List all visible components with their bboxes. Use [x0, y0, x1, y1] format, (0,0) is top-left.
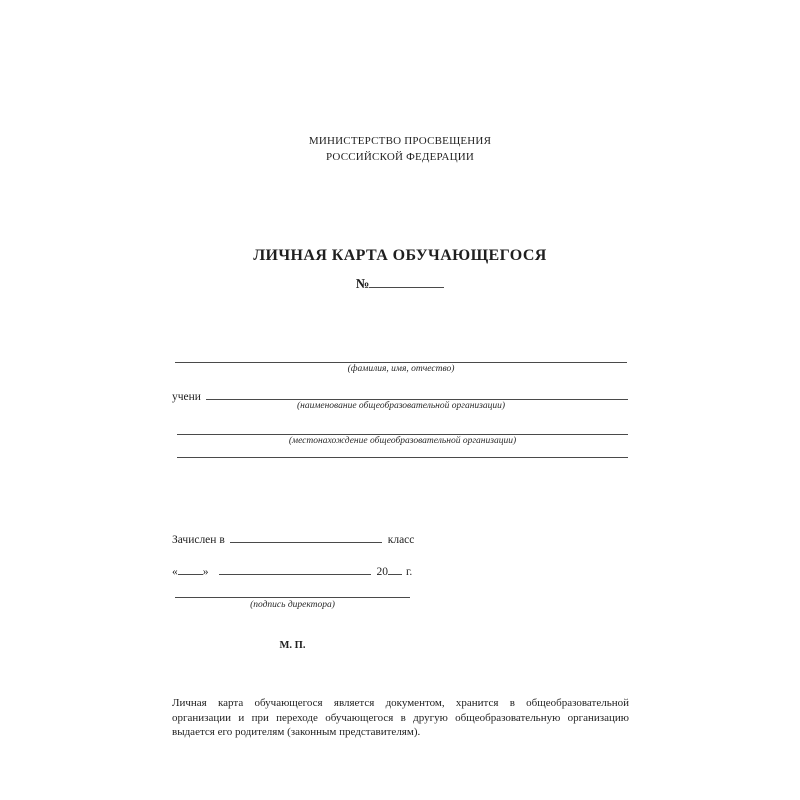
- student-label: учени: [172, 391, 201, 403]
- stamp-placeholder: М. П.: [279, 640, 306, 651]
- enrolled-label: Зачислен в: [172, 534, 225, 546]
- location-blank-line: [177, 422, 628, 435]
- date-year-blank-line: [388, 561, 402, 575]
- student-caption: (наименование общеобразовательной организации): [296, 401, 506, 411]
- document-number-row: [0, 274, 800, 292]
- number-prefix: №: [355, 276, 370, 291]
- date-year-prefix: 20: [376, 566, 388, 578]
- date-month-blank-line: [219, 561, 371, 575]
- date-open-quote: «: [172, 566, 178, 578]
- number-blank-line: [369, 274, 444, 288]
- ministry-line2: РОССИЙСКОЙ ФЕДЕРАЦИИ: [325, 150, 475, 163]
- footer-note: Личная карта обучающегося является документом, хранится в общеобразовательной организации и при переходе обучающегося в другую общеобразовательную организацию выдается его родителям (законным представителям).: [172, 697, 629, 739]
- ministry-line1: МИНИСТЕРСТВО ПРОСВЕЩЕНИЯ: [308, 135, 492, 147]
- signature-blank-line: [175, 585, 410, 598]
- extra-blank-line: [177, 445, 628, 458]
- fio-blank-line: [175, 350, 627, 363]
- fio-caption: (фамилия, имя, отчество): [347, 364, 455, 374]
- date-day-blank-line: [178, 561, 203, 575]
- document-title: ЛИЧНАЯ КАРТА ОБУЧАЮЩЕГОСЯ: [253, 247, 547, 264]
- date-close-quote: »: [202, 566, 209, 578]
- enrolled-class-blank-line: [230, 529, 382, 543]
- date-year-suffix: г.: [406, 566, 413, 578]
- enrolled-suffix: класс: [387, 534, 415, 546]
- location-caption: (местонахождение общеобразовательной организации): [288, 436, 517, 446]
- ministry-header: [0, 134, 800, 165]
- signature-caption: (подпись директора): [250, 600, 335, 610]
- student-blank-line: [206, 386, 628, 400]
- enrolled-row: [172, 529, 414, 546]
- date-row: [172, 561, 412, 578]
